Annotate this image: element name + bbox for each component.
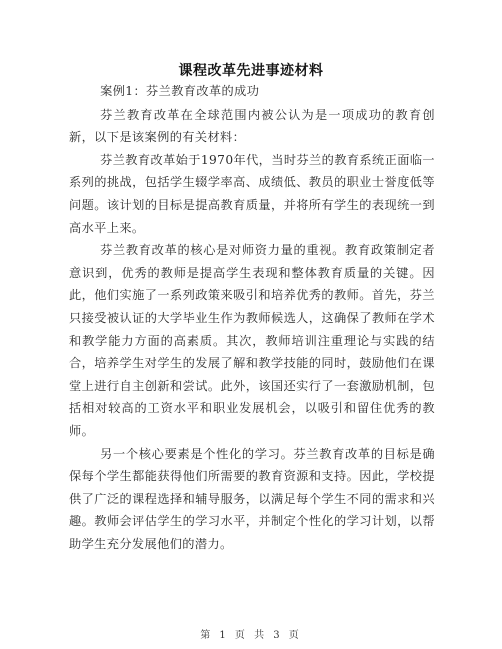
paragraph-personalized-learning: 另一个核心要素是个性化的学习。芬兰教育改革的目标是确保每个学生都能获得他们所需要的教育资源和支持。因此，学校提供了广泛的课程选择和辅导服务，以满足每个学生不同的需求和兴趣。教师会评估学生的学习水平，并制定个性化的学习计划，以帮助学生充分发展他们的潜力。 [69,446,435,551]
document-body [69,80,435,555]
case-heading: 案例1：芬兰教育改革的成功 [100,84,260,98]
paragraph-background: 芬兰教育改革始于1970年代，当时芬兰的教育系统正面临一系列的挑战，包括学生辍学率高、成绩低、教员的职业士誉度低等问题。该计划的目标是提高教育质量，并将所有学生的表现统一到高水平上来。 [69,152,435,235]
page-number-footer: 第 1 页 共 3 页 [200,630,302,641]
document-title: 课程改革先进事迹材料 [178,63,324,79]
paragraph-intro: 芬兰教育改革在全球范围内被公认为是一项成功的教育创新，以下是该案例的有关材料： [69,107,435,145]
paragraph-teachers: 芬兰教育改革的核心是对师资力量的重视。教育政策制定者意识到，优秀的教师是提高学生表现和整体教育质量的关键。因此，他们实施了一系列政策来吸引和培养优秀的教师。首先，芬兰只接受被认证的大学毕业生作为教师候选人，这确保了教师在学术和教学能力方面的高素质。其次，教师培训注重理论与实践的结合，培养学生对学生的发展了解和教学技能的同时，鼓励他们在课堂上进行自主创新和尝试。此外，该国还实行了一套激励机制，包括相对较高的工资水平和职业发展机会，以吸引和留住优秀的教师。 [69,243,435,438]
